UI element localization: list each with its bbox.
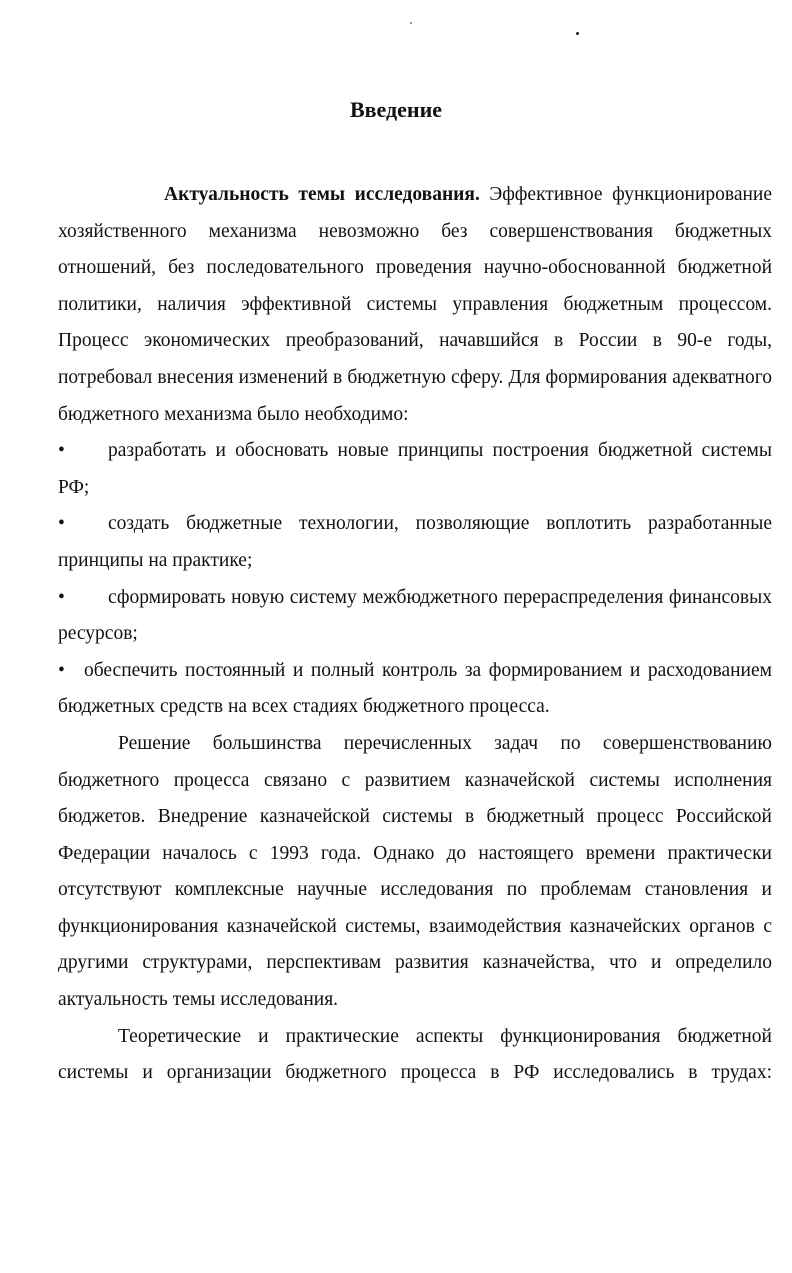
document-body [58,177,772,1092]
bullet-marker: • [58,586,65,608]
list-item [58,653,772,726]
bullet-marker: • [58,513,65,535]
intro-paragraph [58,177,772,433]
list-item-text: сформировать новую систему межбюджетного перераспределения финансовых ресурсов; [58,586,772,645]
intro-lead: Актуальность темы исследования. [164,184,480,205]
page-title: Введение [349,97,443,122]
scan-speck [576,32,579,35]
list-item-text: создать бюджетные технологии, позволяющие воплотить разработанные принципы на практике; [58,513,772,571]
list-item-text: разработать и обосновать новые принципы построения бюджетной системы РФ; [58,440,772,498]
list-item [58,580,772,653]
intro-text: Эффективное функционирование хозяйственного механизма невозможно без совершенствования бюджетных отношений, без последовательного проведения научно-обоснованной бюджетной политики, наличия эффективной системы управления бюджетным процессом. Процесс экономических преобразований, начавшийся в России в 90-е годы, потребовал внесения изменений в бюджетную сферу. Для формирования адекватного бюджетного механизма было необходимо: [58,184,773,425]
list-item [58,433,772,506]
bullet-marker: • [58,659,65,681]
list-item [58,506,772,579]
list-item-text: обеспечить постоянный и полный контроль за формированием и расходованием бюджетных средств на всех стадиях бюджетного процесса. [58,659,772,718]
bullet-marker: • [58,440,65,462]
scan-speck [410,22,412,24]
body-paragraph: Теоретические и практические аспекты функционирования бюджетной системы и организации бюджетного процесса в РФ исследовались в трудах: [58,1025,772,1084]
body-paragraph: Решение большинства перечисленных задач по совершенствованию бюджетного процесса связано с развитием казначейской системы исполнения бюджетов. Внедрение казначейской системы в бюджетный процесс Российской Федерации началось с 1993 года. Однако до настоящего времени практически отсутствуют комплексные научные исследования по проблемам становления и функционирования казначейской системы, взаимодействия казначейских органов с другими структурами, перспективам развития казначейства, что и определило актуальность темы исследования. [58,732,772,1011]
